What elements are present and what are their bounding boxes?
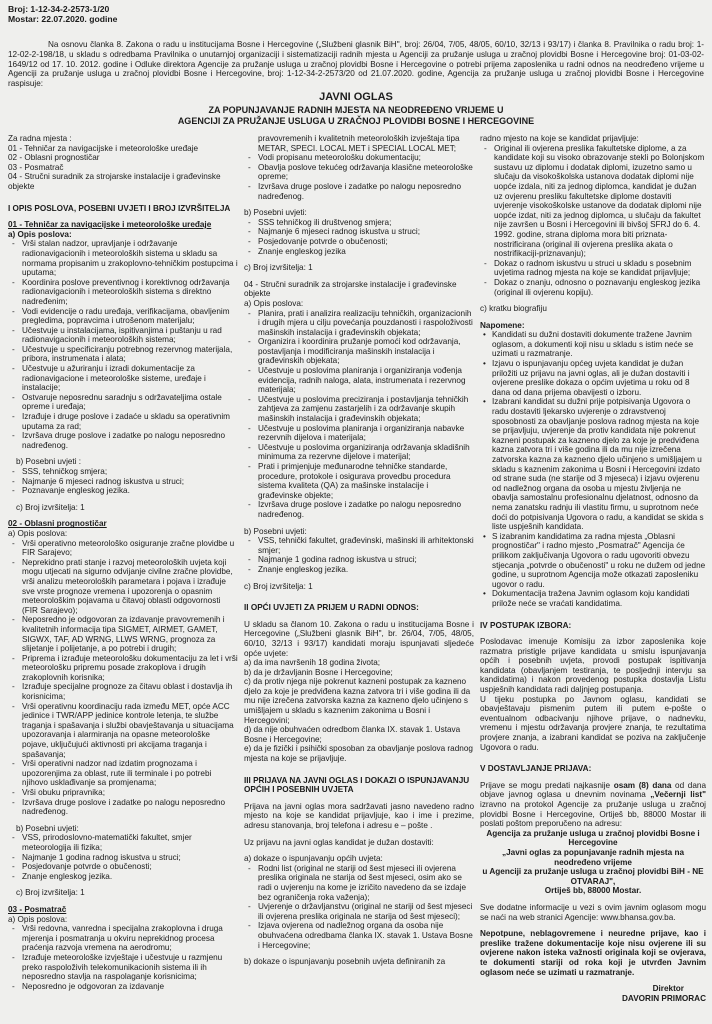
list-item: - Vrši operativnu koordinaciju rada između MET, opće ACC jedinice i TWR/APP jedinice kontrole letenja, te službe traganja i spašavanja i službi obavještavanja u situacijama upozoravanja i alarmiranja na opasne meteorološke pojave, uključujući aktivnosti pri akcijama traganja i spašavanja; (8, 702, 238, 760)
position-04-duties-label: a) Opis poslova: (244, 298, 304, 308)
section-3-b-label: b) dokaze o ispunjavanju posebnih uvjeta definiranih za (244, 957, 446, 967)
note-item: • Kandidati su dužni dostaviti dokumente tražene Javnim oglasom, a dokumenti koji nisu u skladu s istim neće se uzimati u razmatranje. (480, 330, 706, 359)
section-3-b-continued: radno mjesto na koje se kandidat prijavljuje: (480, 134, 639, 143)
list-item: - Učestvuje u ažuriranju i izradi dokumentacije za radionavigacione i meteorološke sisteme, uređaje i instalacije; (8, 364, 238, 393)
position-item: 04 - Stručni suradnik za strojarske instalacije i građevinske objekte (8, 172, 221, 191)
signature-name: DAVORIN PRIMORAC (622, 993, 706, 1003)
general-condition: e) da je fizički i psihički sposoban za obavljanje poslova radnog mjesta na koje se prijavljuje. (244, 744, 473, 764)
list-item: - Vrši stalan nadzor, upravljanje i održavanje radionavigacionih i meteoroloških sistema u skladu sa normama propisanim u zrakoplovno-tehničkim postupcima i uputama; (8, 239, 238, 277)
deadline-text: osam (8) dana (613, 780, 672, 790)
list-item: - VSS, prirodoslovno-matematički fakultet, smjer meteorologija ili fizika; (8, 833, 238, 852)
position-02-count: c) Broj izvršitelja: 1 (16, 888, 85, 898)
list-item: - Izrađuje i druge poslove i zadaće u skladu sa operativnim uputama za rad; (8, 412, 238, 431)
section-2-heading: II OPĆI UVJETI ZA PRIJEM U RADNI ODNOS: (244, 603, 419, 613)
list-item: - Učestvuje u poslovima planiranja i organiziranja nabavke rezervnih dijelova i materijala; (244, 424, 474, 443)
document-header (8, 4, 117, 24)
list-item: - Učestvuje u poslovima planiranja i organiziranja vođenja evidencija, radnih naloga, alata, instrumenata i rezervnog materijala; (244, 366, 474, 395)
list-item: - Vrši operativno meteorološko osiguranje zračne plovidbe u FIR Sarajevo; (8, 539, 238, 558)
position-02-conditions (8, 833, 238, 881)
website-info: Sve dodatne informacije u vezi s ovim javnim oglasom mogu se naći na web stranici Agencije: www.bhansa.gov.ba. (480, 902, 706, 922)
notice-subtitle-1: ZA POPUNJAVANJE RADNIH MJESTA NA NEODREĐENO VRIJEME U (208, 105, 504, 115)
list-item: - Obavlja poslove tekućeg održavanja klasične meteorološke opreme; (244, 163, 474, 182)
section-3-heading: III PRIJAVA NA JAVNI OGLAS I DOKAZI O ISPUNJAVANJU OPĆIH I POSEBNIH UVJETA (244, 775, 470, 795)
notice-subtitle-2: AGENCIJI ZA PRUŽANJE USLUGA U ZRAČNOJ PLOVIDBI BOSNE I HERCEGOVINE (177, 116, 535, 126)
list-item: - Vrši redovna, vanredna i specijalna zrakoplovna i druga mjerenja i posmatranja u okviru neprekidnog procesa praćenja razvoja vremena na aerodromu; (8, 924, 238, 953)
list-item: - Ostvaruje neposrednu saradnju s održavateljima ostale opreme i uređaja; (8, 393, 238, 412)
signature-title: Direktor (652, 984, 684, 994)
list-item: - Dokaz o radnom iskustvu u struci u skladu s posebnim uvjetima radnog mjesta na koje se kandidat prijavljuje; (480, 259, 706, 278)
position-04-conditions-label: b) Posebni uvjeti: (244, 526, 307, 536)
section-5-text-c: od dana objave javnog oglasa u dnevnim novinama (480, 780, 706, 800)
list-item: - Neposredno je odgovoran za izdavanje pravovremenih i kvalitetnih informacija tipa SIGMET, AIRMET, GAMET, SIGWX, TAF, AD WRNG, LLWS WRNG, prognoza za slijetanje i polijetanje, a po potrebi i drugih; (8, 615, 238, 653)
section-3-text: Prijava na javni oglas mora sadržavati jasno navedeno radno mjesto na koje se kandidat prijavljuje, kao i ime i prezime, adresu stanovanja, broj telefona i adresu e – pošte . (244, 801, 474, 830)
list-item: - Dokaz o znanju, odnosno o poznavanju engleskog jezika (original ili ovjerenu kopiju). (480, 278, 706, 297)
list-item: - Učestvuje u specificiranju potrebnog rezervnog materijala, pribora, instrumenata i alata; (8, 345, 238, 364)
section-3-b-items (480, 144, 706, 298)
list-item: - Poznavanje engleskog jezika. (8, 486, 238, 496)
position-03-title: 03 - Posmatrač (8, 904, 67, 914)
position-01-conditions (8, 467, 238, 496)
list-item: - Znanje engleskog jezika. (244, 565, 474, 575)
list-item: - Vrši obuku pripravnika; (8, 788, 238, 798)
list-item: - Izrađuje specijalne prognoze za čitavu oblast i dostavlja ih korisnicima; (8, 682, 238, 701)
address-line: Ortiješ bb, 88000 Mostar. (544, 886, 642, 896)
list-item: - Izvršava druge poslove i zadatke po nalogu neposredno nadređenog. (8, 431, 238, 450)
position-01-duties (8, 239, 238, 450)
list-item: - Original ili ovjerena preslika fakultetske diplome, a za kandidate koji su visoko obrazovanje stekli po Bolonjskom sustavu uz diplomu i dodatak diplomi, izuzetno samo u slučaju da visokoškolska ustanova dodatak diplomi nije uopće izdala, niti za jednog diplomca, kandidat je dužan uz ovjerenu presliku fakultetske diplome dostaviti uvjerenje visokoškolske ustanove da dodatak diplomi nije uopće izdat, niti za jednog diplomca, u slučaju da fakultet nije završen u Bosni i Hercegovini ili bivšoj SFRJ do 6. 4. 1992. godine, strana diploma mora biti priznata-nostrificirana (original ili ovjerena preslika akata o nostrifikaciji-priznavanju); (480, 144, 706, 259)
position-03-conditions (244, 218, 474, 256)
list-item: - Prati i primjenjuje međunarodne tehničke standarde, procedure, protokole i osigurava provedbu procedura sistema kvaliteta (QA) za mašinske instalacije i građevinske objekte; (244, 462, 474, 500)
list-item: - Izvršava druge poslove i zadatke po nalogu neposredno nadređenog. (244, 500, 474, 519)
list-item: - Izrađuje meteorološke izvještaje i učestvuje u razmjenu preko raspoloživih telekomunikacionih sistema ili ih neposredno stavlja na raspolaganje korisnicima; (8, 953, 238, 982)
note-item: • Dokumentacija tražena Javnim oglasom koju kandidati prilože neće se vraćati kandidatima. (480, 589, 706, 608)
list-item: - Uvjerenje o državljanstvu (original ne stariji od šest mjeseci ili ovjerena preslika originala ne starija od šest mjeseci); (244, 902, 474, 921)
note-item: • Izjavu o ispunjavanju općeg uvjeta kandidat je dužan priložiti uz prijavu na javni oglas, ali je dužan dostaviti i ovjerene preslike dokaza o općim uvjetima u roku od 8 dana od dana prijema obavijesti o izboru. (480, 359, 706, 397)
list-item: - VSS, tehnički fakultet, građevinski, mašinski ili arhitektonski smjer; (244, 536, 474, 555)
list-item: - Znanje engleskog jezika (244, 247, 474, 257)
section-3-a-items (244, 864, 474, 950)
list-item: - Planira, prati i analizira realizaciju tehničkih, organizacionih i drugih mjera u cilju povećanja pouzdanosti i raspoloživosti mašinskih instalacija i građevinskih objekata; (244, 309, 474, 338)
list-item: - Vodi evidencije o radu uređaja, verifikacijama, obavljenim pregledima, popravcima i utrošenom materijalu; (8, 307, 238, 326)
list-item: - Izvršava druge poslove i zadatke po nalogu neposredno nadređenog. (8, 798, 238, 817)
section-4-text: Poslodavac imenuje Komisiju za izbor zaposlenika koje razmatra pristigle prijave kandidata u smislu ispunjavanja općih i posebnih uvjeta, provodi postupak ispitivanja kandidata (obavljanjem testiranja, te posljednji intervju sa kandidatima) i nakon provedenog postupka dostavlja Listu uspješnih kandidata radi daljnjeg postupanja. U tijeku postupka po Javnom oglasu, kandidati se obavještavaju pismenim putem ili putem e-pošte o eventualnom odbacivanju njihove prijave, o nadnevku, vremenu i mjestu održavanja provjere znanja, te rezultatima provjere znanja, a izabrani kandidat se poziva na zaključenje Ugovora o radu. (480, 637, 706, 752)
list-item: - Učestvuje u instalacijama, ispitivanjima i puštanju u rad radionavigacionih i meteoroloških sistema; (8, 326, 238, 345)
position-item: 02 - Oblasni prognostičar (8, 153, 100, 163)
position-01-conditions-label: b) Posebni uvjeti : (16, 457, 82, 467)
notes-heading: Napomene: (480, 320, 525, 330)
position-03-conditions-label: b) Posebni uvjeti: (244, 208, 307, 218)
position-02-title: 02 - Oblasni prognostičar (8, 519, 107, 529)
section-3-c-item: c) kratku biografiju (480, 304, 547, 314)
column-3 (480, 134, 706, 1018)
section-3-a-label: a) dokaze o ispunjavanju općih uvjeta: (244, 854, 383, 864)
list-item: - Znanje engleskog jezika. (8, 872, 238, 882)
newspaper-name: „Večernji list" (650, 790, 706, 800)
column-1 (8, 134, 238, 1018)
list-item: - Najmanje 1 godina radnog iskustva u struci; (8, 853, 238, 863)
list-item: - SSS, tehničkog smjera; (8, 467, 238, 477)
warning-text: Nepotpune, neblagovremene i neuredne prijave, kao i preslike tražene dokumentacije koje nisu ovjerene ili su ovjerene nakon isteka važnosti originala koji se ovjerava, te dokumenti stariji od roka koji je utvrđen Javnim oglasom neće se uzimati u razmatranje. (480, 929, 706, 977)
address-line: Agencija za pružanje usluga u zračnoj plovidbi Bosne i Hercegovine (486, 828, 700, 848)
position-03-duties (8, 924, 238, 991)
position-02-conditions-label: b) Posebni uvjeti: (16, 823, 79, 833)
note-item: • Izabrani kandidat su dužni prije potpisivanja Ugovora o radu dostaviti ljekarsko uvjerenje o zdravstvenoj sposobnosti za obavljanje poslova radnog mjesta na koje se prijavljuju, uvjerenje da protiv kandidata nije pokrenut kazneni postupak za kazneno djelo za koje je predviđena kazna zatvora tri i više godina ili da mu nije izrečena zatvorska kazna za kazneno djelo učinjeno s umišljajem u skladu s kaznenim zakonima u Bosni i Hercegovini izdato od strane suda (ne starije od 3 mjeseca) i izjavu ovjerenu od nadležnog organa da osoba u mjestu življenja ne obavlja samostalnu profesionalnu djelatnost, odnosno da nema zanatsku radnju ili vlastitu firmu, u suprotnom neće doći do potpisivanja Ugovora o radu, a kandidat se skida s liste uspješnih kandidata. (480, 397, 706, 531)
list-item: - Posjedovanje potvrde o obučenosti; (244, 237, 474, 247)
position-item: 03 - Posmatrač (8, 162, 64, 172)
list-item: - Najmanje 1 godina radnog iskustva u struci; (244, 555, 474, 565)
position-03-duty-continued: pravovremenih i kvalitetnih meteoroloških izvještaja tipa METAR, SPECI. LOCAL MET i SPECIAL LOCAL MET; (258, 134, 460, 153)
list-item: - Učestvuje u poslovima organiziranja održavanja skladišnih minimuma za rezervne dijelove i materijal; (244, 443, 474, 462)
list-item: - Izjava ovjerena od nadležnog organa da osoba nije obuhvaćena odredbama članka IX. stavak 1. Ustava Bosne i Hercegovine; (244, 921, 474, 950)
section-3-text-2: Uz prijavu na javni oglas kandidat je dužan dostaviti: (244, 837, 434, 847)
document-place-date: Mostar: 22.07.2020. godine (8, 14, 118, 24)
list-item: - Posjedovanje potvrde o obučenosti; (8, 862, 238, 872)
list-item: - Vodi propisanu meteorološku dokumentaciju; (244, 153, 474, 163)
list-item: - Koordinira poslove preventivnog i korektivnog održavanja radionavigacionih i meteoroloških sistema s direktno nadređenim; (8, 278, 238, 307)
section-5-text-e: izravno na protokol Agencije za pružanje usluga u zračnoj plovidbi Bosne i Hercegovine, Ortiješ bb, 88000 Mostar ili poslati poštom preporučeno na adresu: (480, 800, 706, 829)
general-condition: b) da je državljanin Bosne i Hercegovine; (244, 667, 393, 677)
list-item: - Rodni list (original ne stariji od šest mjeseci ili ovjerena preslika originala ne starija od šest mjeseci, osim ako se radi o uvjerenju na kome je izričito navedeno da se izdaje bez ograničenja roka važenja); (244, 864, 474, 902)
column-2 (244, 134, 474, 1018)
notes-list (480, 330, 706, 608)
list-item: - Organizira i koordinira pružanje pomoći kod održavanja, postavljanja i modificiranja mašinskih instalacija i građevinskih objekata; (244, 337, 474, 366)
position-03-count: c) Broj izvršitelja: 1 (244, 263, 313, 273)
list-item: - Izvršava druge poslove i zadatke po nalogu neposredno nadređenog. (244, 182, 474, 201)
section-2-text: U skladu sa članom 10. Zakona o radu u institucijama Bosne i Hercegovine („Službeni glasnik BiH", br. 26/04, 7/05, 48/05, 60/10, 32/13 i 93/17) kandidati moraju ispunjavati sljedeće opće uvjete: (244, 619, 474, 658)
intro-paragraph (8, 40, 704, 89)
position-item: 01 - Tehničar za navigacijske i meteorološke uređaje (8, 143, 199, 153)
position-04-conditions (244, 536, 474, 574)
list-item: - Neposredno je odgovoran za izdavanje (8, 982, 238, 992)
document-number: Broj: 1-12-34-2-2573-1/20 (8, 4, 110, 14)
address-line: u Agenciji za pružanje usluga u zračnoj plovidbi BiH - NE OTVARAJ", (482, 867, 704, 886)
list-item: - Najmanje 6 mjeseci radnog iskustva u struci; (244, 227, 474, 237)
section-5-heading: V DOSTAVLJANJE PRIJAVA: (480, 764, 592, 774)
position-04-title: 04 - Stručni suradnik za strojarske instalacije i građevinske objekte (244, 279, 457, 299)
address-line: „Javni oglas za popunjavanje radnih mjesta na neodređeno vrijeme (502, 847, 684, 867)
intro-text: Na osnovu članka 8. Zakona o radu u institucijama Bosne i Hercegovine („Službeni glasnik BiH", broj: 26/04, 7/05, 48/05, 60/10, 32/13 i 93/17) i članka 8. Pravilnika o radu broj: 1-12-02-2-198/18, u skladu s odredbama Pravilnika o unutarnjoj organizaciji i sistematizaciji radnih mjesta u Agenciji za pružanje usluga u zračnoj plovidbi Bosne i Hercegovine broj: 01-03-02-1649/12 od 17. 10. 2012. godine i Odluke direktora Agencije za pružanje usluga u zračnoj plovidbi Bosne i Hercegovine o potrebi prijema zaposlenika u radni odnos na neodređeno vrijeme u Agenciji za pružanje usluga u zračnoj plovidbi Bosne i Hercegovine, broj: 1-12-34-2-2573/20 od 21.07.2020. godine, Agencija za pružanje usluga u zračnoj plovidbi Bosne i Hercegovine raspisuje: (8, 40, 704, 89)
general-condition: d) da nije obuhvaćen odredbom članka IX. stavak 1. Ustava Bosne i Hercegovine; (244, 725, 461, 744)
position-03-duties-cont (244, 153, 474, 201)
section-5-text-a: Prijave se mogu predati najkasnije (480, 780, 614, 790)
general-condition: a) da ima navršenih 18 godina života; (244, 658, 381, 668)
position-02-duties-label: a) Opis poslova: (8, 528, 68, 538)
list-item: - Priprema i izrađuje meteorološku dokumentaciju za let i vrši meteorološku pripremu posade zrakoplova i drugih zrakoplovnih korisnika; (8, 654, 238, 683)
position-03-duties-label: a) Opis poslova: (8, 914, 68, 924)
section-5-text (480, 781, 706, 829)
position-04-duties (244, 309, 474, 520)
list-item: - Vrši operativni nadzor nad izdatim prognozama i upozorenjima za oblast, rute ili terminale i po potrebi njihovo usklađivanje sa promjenama; (8, 759, 238, 788)
position-01-title: 01 - Tehničar za navigacijske i meteorološke uređaje (8, 220, 212, 230)
list-item: - Najmanje 6 mjeseci radnog iskustva u struci; (8, 477, 238, 487)
position-04-count: c) Broj izvršitelja: 1 (244, 581, 313, 591)
section-4-heading: IV POSTUPAK IZBORA: (480, 620, 572, 630)
positions-heading: Za radna mjesta : (8, 134, 72, 143)
list-item: - SSS tehničkog ili društvenog smjera; (244, 218, 474, 228)
mailing-address (480, 829, 706, 896)
note-item: • S izabranim kandidatima za radna mjesta „Oblasni prognostičar" i radno mjesto „Posmatrač" Agencija će prilikom zaključivanja Ugovora o radu ugovoriti obvezu stjecanja „potvrde o obučenosti" u roku ne dužem od jedne godine, u suprotnom Agencija može otkazati zaposleniku ugovor o radu. (480, 532, 706, 590)
notice-title: JAVNI OGLAS (319, 91, 393, 103)
position-01-count: c) Broj izvršitelja: 1 (16, 502, 85, 512)
section-1-heading: I OPIS POSLOVA, POSEBNI UVJETI I BROJ IZVRŠITELJA (8, 203, 231, 213)
position-01-duties-label: a) Opis poslova: (8, 229, 72, 239)
position-02-duties (8, 539, 238, 817)
list-item: - Učestvuje u poslovima preciziranja i postavljanja tehničkih zahtjeva za zamjenu zastarjelih i za održavanje skupih mašinskih instalacija i građevinskih objekata; (244, 395, 474, 424)
list-item: - Neprekidno prati stanje i razvoj meteoroloških uvjeta koji mogu utjecati na sigurno odvijanje civilne zračne plovidbe, vrši analizu meteoroloških parametara i pojava i izrađuje sve vrste prognoze vremena i upozorenja o opasnim meteorološkim pojavama u čitavoj oblasti odgovornosti (FIR Sarajevo); (8, 558, 238, 616)
general-condition: c) da protiv njega nije pokrenut kazneni postupak za kazneno djelo za koje je predviđena kazna zatvora tri i više godina ili da mu nije izrečena zatvorska kazna za kazneno djelo učinjeno s umišljajem u skladu s kaznenim zakonima u Bosni i Hercegovini; (244, 677, 471, 725)
